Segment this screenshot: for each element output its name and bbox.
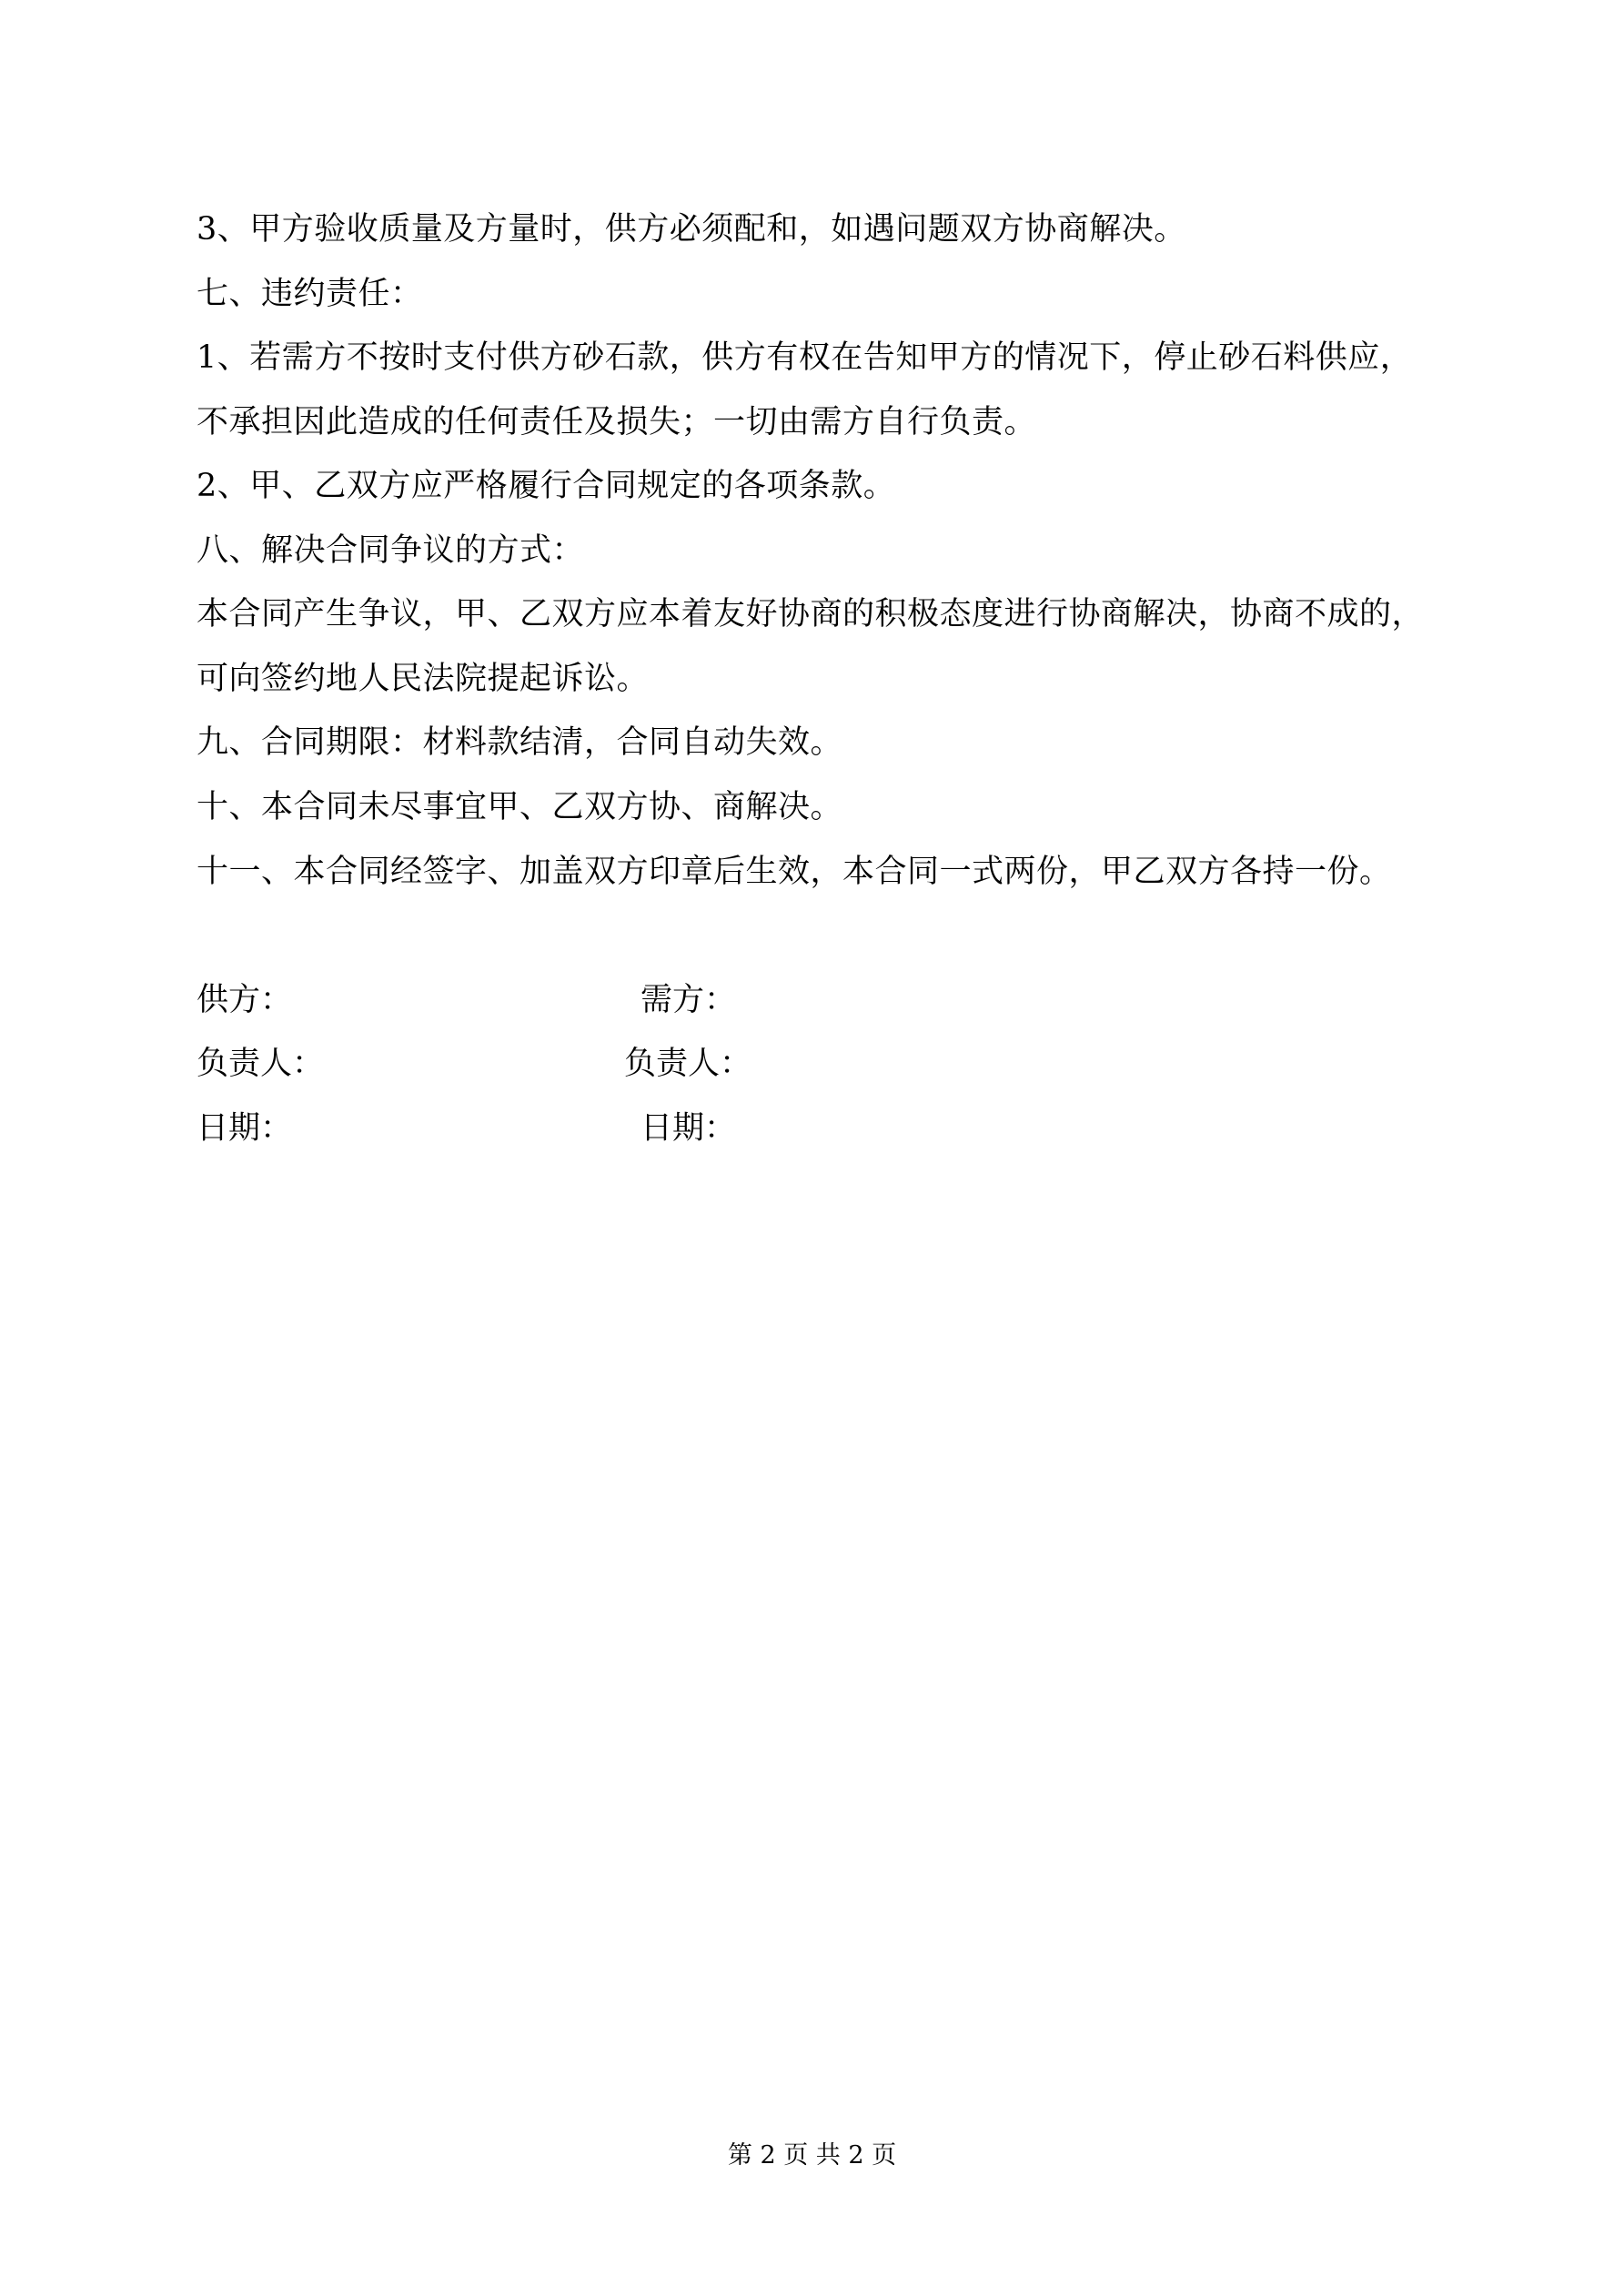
- clause-dispute-line-1: 本合同产生争议，甲、乙双方应本着友好协商的积极态度进行协商解决，协商不成的，: [197, 596, 1425, 632]
- supplier-person-label: 负责人：: [197, 1046, 325, 1082]
- clause-breach-1-line-1: 1、若需方不按时支付供方砂石款，供方有权在告知甲方的情况下，停止砂石料供应，: [197, 339, 1413, 376]
- section-heading-dispute: 八、解决合同争议的方式：: [197, 532, 585, 569]
- page-number-footer: 第 2 页 共 2 页: [727, 2141, 897, 2170]
- buyer-person-label: 负责人：: [624, 1046, 752, 1082]
- buyer-date-label: 日期：: [641, 1110, 737, 1147]
- supplier-label: 供方：: [197, 982, 293, 1018]
- clause-effectiveness: 十一、本合同经签字、加盖双方印章后生效，本合同一式两份，甲乙双方各持一份。: [197, 854, 1392, 890]
- clause-term: 九、合同期限：材料款结清，合同自动失效。: [197, 724, 843, 761]
- supplier-date-label: 日期：: [197, 1110, 293, 1147]
- clause-dispute-line-2: 可向签约地人民法院提起诉讼。: [197, 661, 650, 697]
- buyer-label: 需方：: [641, 982, 737, 1018]
- clause-unresolved-matters: 十、本合同未尽事宜甲、乙双方协、商解决。: [197, 789, 843, 825]
- clause-breach-2: 2、甲、乙双方应严格履行合同规定的各项条款。: [197, 468, 896, 504]
- clause-breach-1-line-2: 不承担因此造成的任何责任及损失；一切由需方自行负责。: [197, 404, 1037, 440]
- clause-quality-acceptance: 3、甲方验收质量及方量时，供方必须配和，如遇问题双方协商解决。: [197, 211, 1186, 248]
- section-heading-breach: 七、违约责任：: [197, 276, 423, 312]
